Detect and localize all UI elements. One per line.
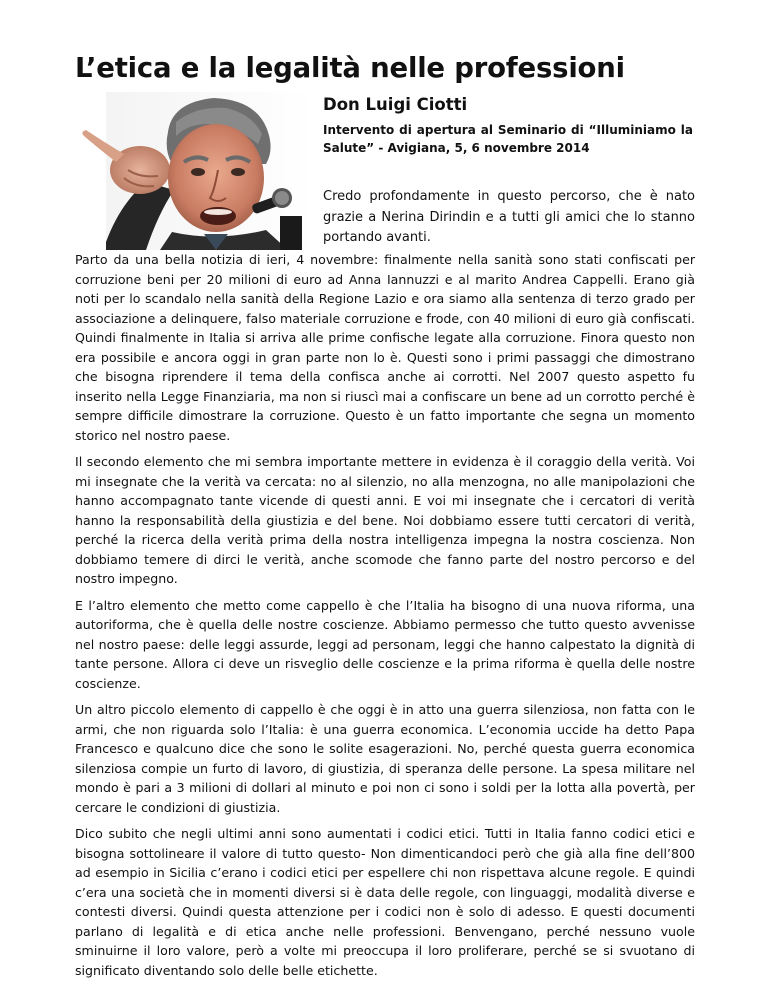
author-photo-illustration: [76, 92, 314, 250]
author-name: Don Luigi Ciotti: [323, 95, 468, 114]
body-text: [75, 250, 695, 987]
paragraph-3: E l’altro elemento che metto come cappello è che l’Italia ha bisogno di una nuova riforma, una autoriforma, che è quella delle nostre coscienze. Abbiamo permesso che tutto questo avvenisse nel nostro paese: delle leggi assurde, leggi ad personam, leggi che hanno calpestato la dignità di tante persone. Allora ci deve un risveglio delle coscienze e la prima riforma è quella delle nostre coscienze.: [75, 597, 695, 691]
paragraph-1: Parto da una bella notizia di ieri, 4 novembre: finalmente nella sanità sono stati confiscati per corruzione beni per 20 milioni di euro ad Anna Iannuzzi e al marito Andrea Cappelli. Erano già noti per lo scandalo nella sanità della Regione Lazio e ora siamo alla sentenza di terzo grado per associazione a delinquere, falso materiale corruzione e frode, con 40 milioni di euro già confiscati. Quindi finalmente in Italia si arriva alle prime confische legate alla corruzione. Finora questo non era possibile e ancora oggi in gran parte non lo è. Questi sono i primi passaggi che dimostrano che bisogna riprendere il tema della confisca anche ai corrotti. Nel 2007 questo aspetto fu inserito nella Legge Finanziaria, ma non si riuscì mai a confiscare un bene ad un corrotto perché è sempre difficile dimostrare la corruzione. Questo è un fatto importante che segna un momento storico nel nostro paese.: [75, 252, 695, 443]
paragraph-2: Il secondo elemento che mi sembra importante mettere in evidenza è il coraggio della verità. Voi mi insegnate che la verità va cercata: no al silenzio, no alla menzogna, no alle manipolazioni che hanno accompagnato tante vicende di questi anni. E voi mi insegnate che i cercatori di verità hanno la responsabilità della giustizia e del bene. Noi dobbiamo essere tutti cercatori di verità, perché la ricerca della verità prima della nostra intelligenza impegna la nostra coscienza. Non dobbiamo temere di dirci le verità, anche scomode che fanno parte del nostro percorso e del nostro impegno.: [75, 454, 695, 586]
author-photo: [76, 92, 314, 250]
intro-paragraph: Credo profondamente in questo percorso, che è nato grazie a Nerina Dirindin e a tutti gli amici che lo stanno portando avanti.: [323, 189, 695, 245]
paragraph-5: Dico subito che negli ultimi anni sono aumentati i codici etici. Tutti in Italia fanno codici etici e bisogna sottolineare il valore di tutto questo- Non dimenticandoci però che già alla fine dell’800 ad esempio in Sicilia c’erano i codici etici per espellere chi non rispettava alcune regole. E quindi c’era una società che in momenti diversi si è data delle regole, con linguaggi, modalità diverse e contesti diversi. Quindi questa attenzione per i codici non è solo di adesso. E questi documenti parlano di legalità e di etica anche nelle professioni. Benvengano, perché nessuno vuole sminuirne il loro valore, però a volte mi preoccupa il loro proliferare, perché se si svuotano di significato diventando solo delle belle etichette.: [75, 826, 695, 978]
document-subtitle: Intervento di apertura al Seminario di “Illuminiamo la Salute” - Avigiana, 5, 6 novembre 2014: [323, 123, 693, 155]
paragraph-4: Un altro piccolo elemento di cappello è che oggi è in atto una guerra silenziosa, non fatta con le armi, che non riguarda solo l’Italia: è una guerra economica. L’economia uccide ha detto Papa Francesco e qualcuno dice che sono le solite esagerazioni. No, perché questa guerra economica silenziosa compie un furto di lavoro, di giustizia, di speranza delle persone. La spesa militare nel mondo è pari a 3 milioni di dollari al minuto e poi non ci sono i soldi per la lotta alla povertà, per cercare le condizioni di giustizia.: [75, 702, 695, 815]
document-title: L’etica e la legalità nelle professioni: [75, 52, 625, 84]
